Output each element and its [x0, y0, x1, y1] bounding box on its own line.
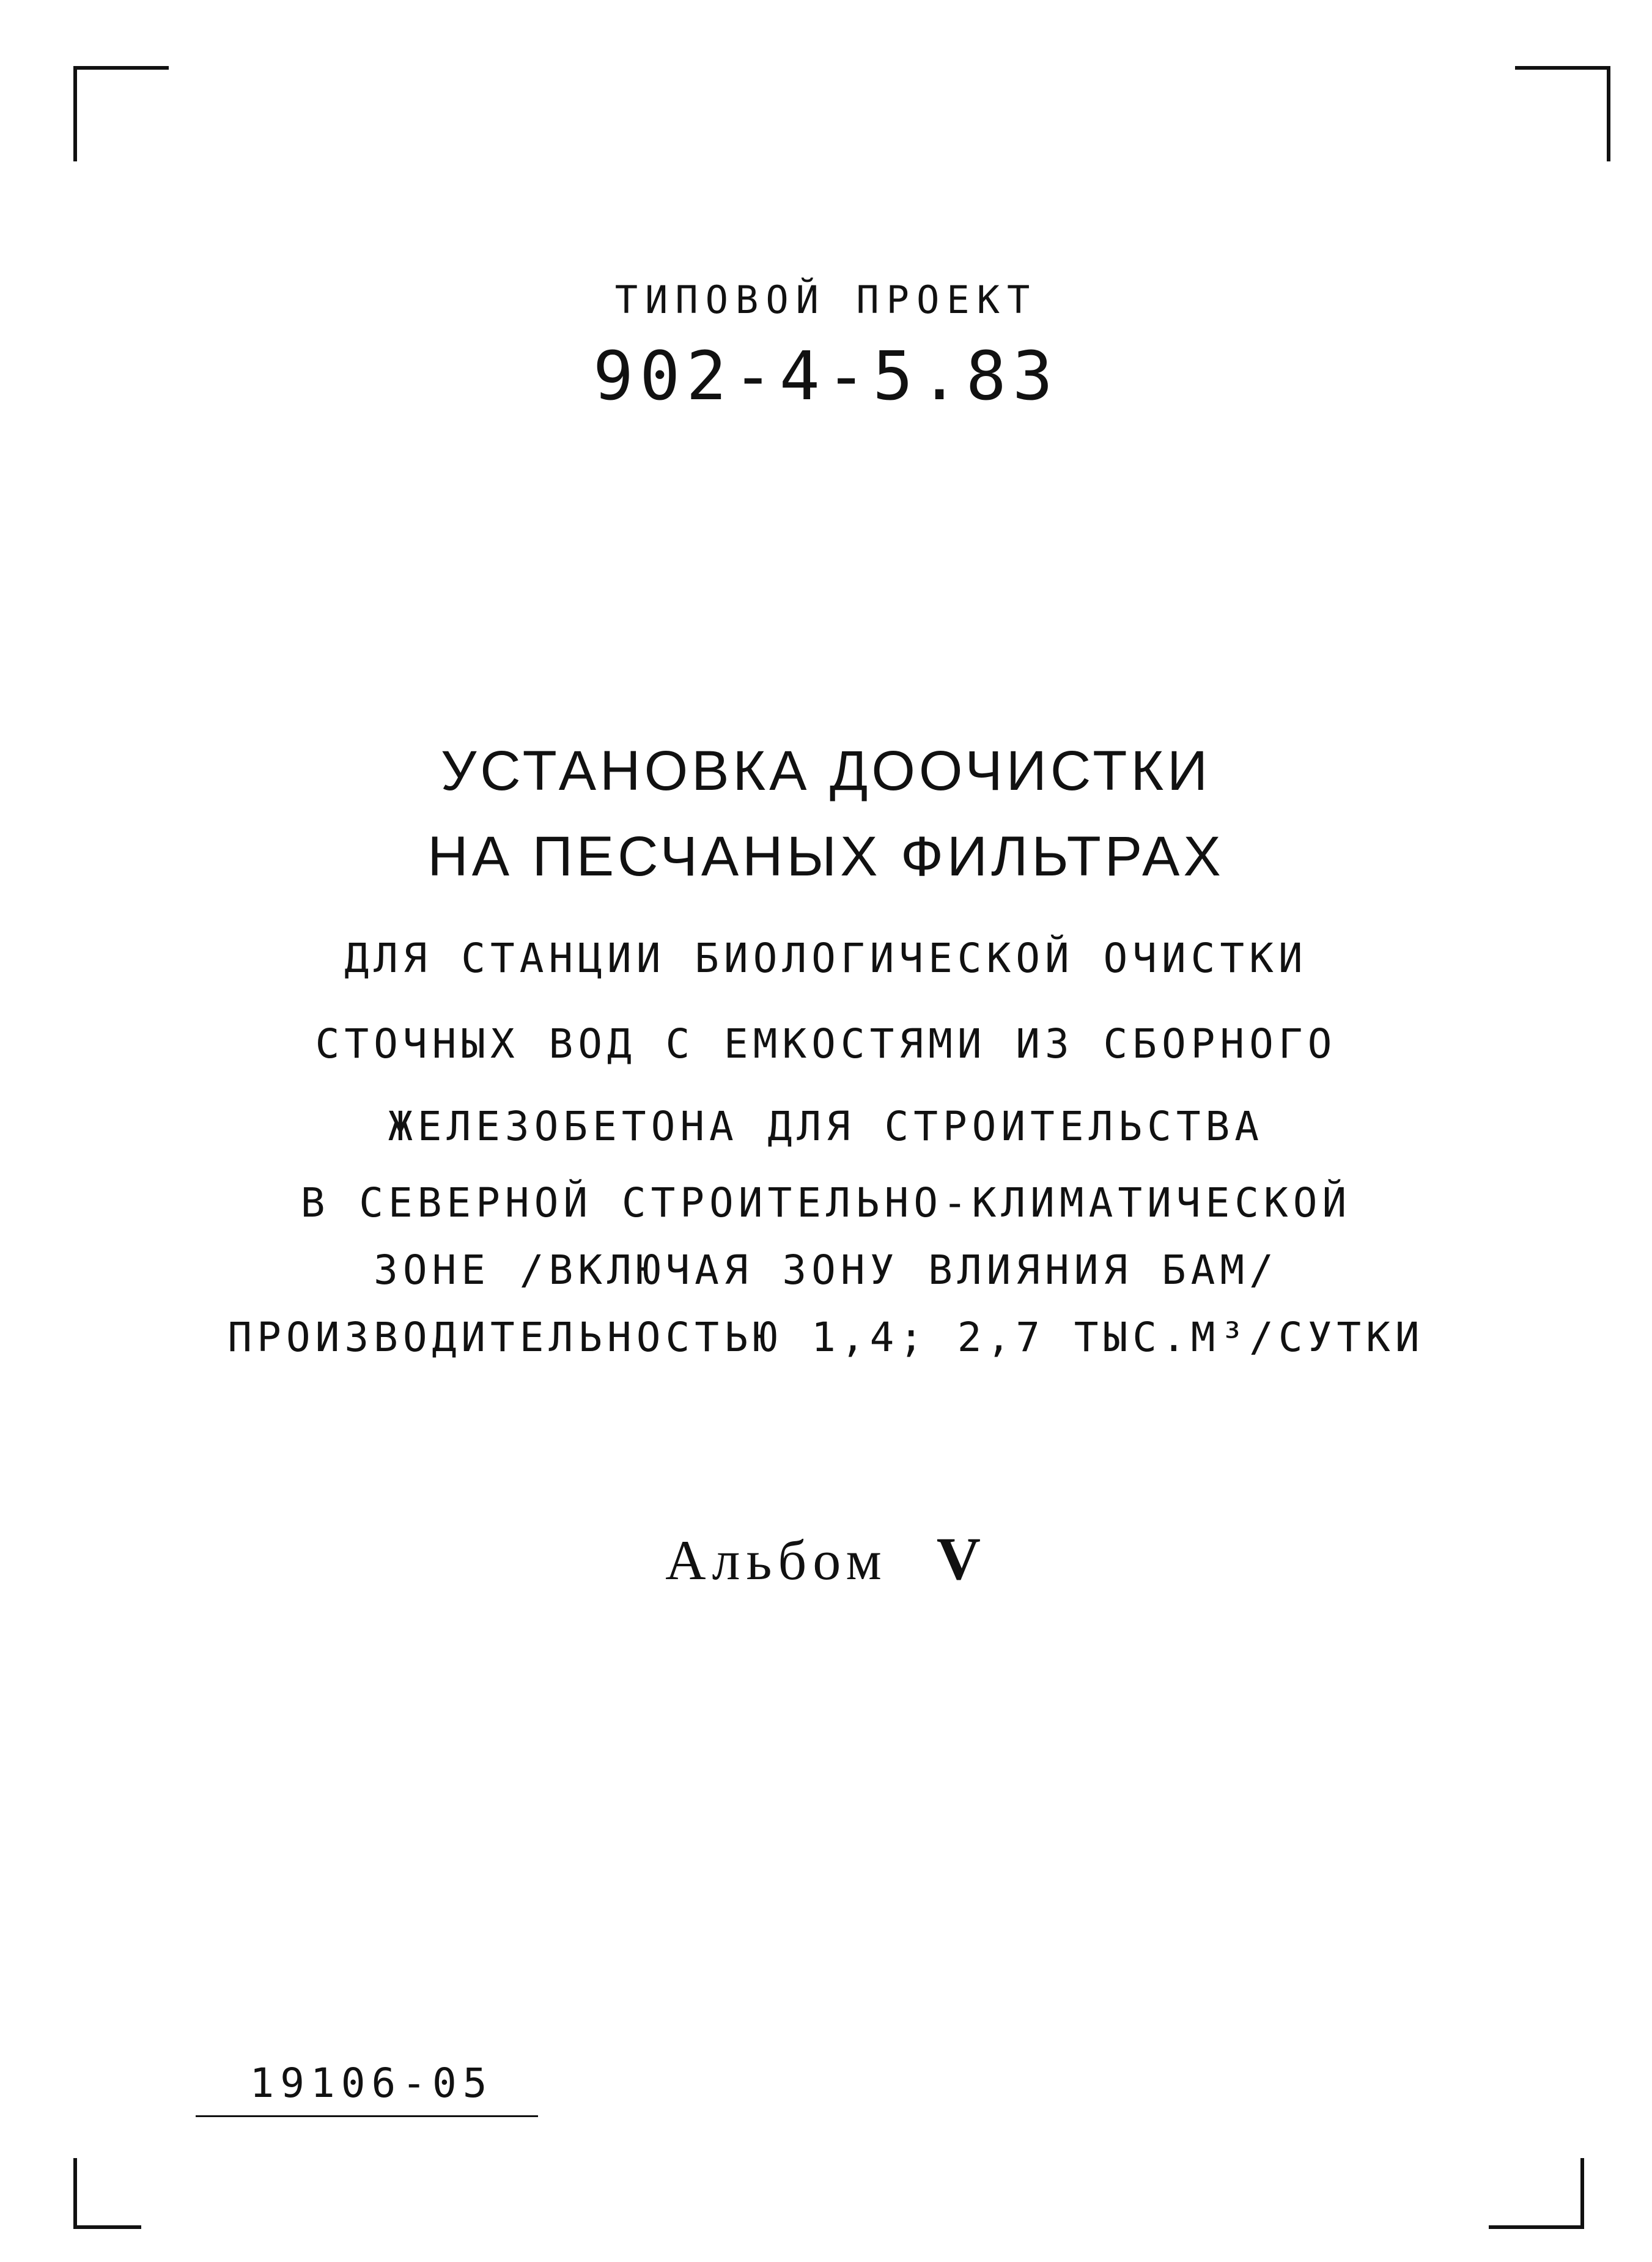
album-heading: [0, 1525, 1652, 1593]
project-type-label: ТИПОВОЙ ПРОЕКТ: [614, 278, 1038, 322]
subtitle-line-2: СТОЧНЫХ ВОД С ЕМКОСТЯМИ ИЗ СБОРНОГО: [315, 1020, 1337, 1067]
title-line-2: НА ПЕСЧАНЫХ ФИЛЬТРАХ: [427, 825, 1225, 888]
inventory-number-underline: [196, 2115, 538, 2117]
corner-mark-bottom-left: [73, 2158, 141, 2229]
album-label: Альбом: [665, 1529, 888, 1591]
title-line-1: УСТАНОВКА ДООЧИСТКИ: [440, 740, 1212, 802]
subtitle-line-6: ПРОИЗВОДИТЕЛЬНОСТЬЮ 1,4; 2,7 ТЫС.М³/СУТКИ: [227, 1314, 1425, 1361]
subtitle-line-3: ЖЕЛЕЗОБЕТОНА ДЛЯ СТРОИТЕЛЬСТВА: [388, 1103, 1264, 1150]
corner-mark-bottom-right: [1489, 2158, 1584, 2229]
project-number: 902-4-5.83: [592, 337, 1060, 415]
subtitle-line-4: В СЕВЕРНОЙ СТРОИТЕЛЬНО-КЛИМАТИЧЕСКОЙ: [300, 1179, 1352, 1226]
subtitle-line-5: ЗОНЕ /ВКЛЮЧАЯ ЗОНУ ВЛИЯНИЯ БАМ/: [374, 1247, 1278, 1294]
inventory-number: 19106-05: [249, 2060, 493, 2107]
album-number: V: [936, 1525, 987, 1593]
subtitle-line-1: ДЛЯ СТАНЦИИ БИОЛОГИЧЕСКОЙ ОЧИСТКИ: [344, 935, 1308, 982]
corner-mark-top-right: [1515, 66, 1610, 161]
corner-mark-top-left: [73, 66, 169, 161]
